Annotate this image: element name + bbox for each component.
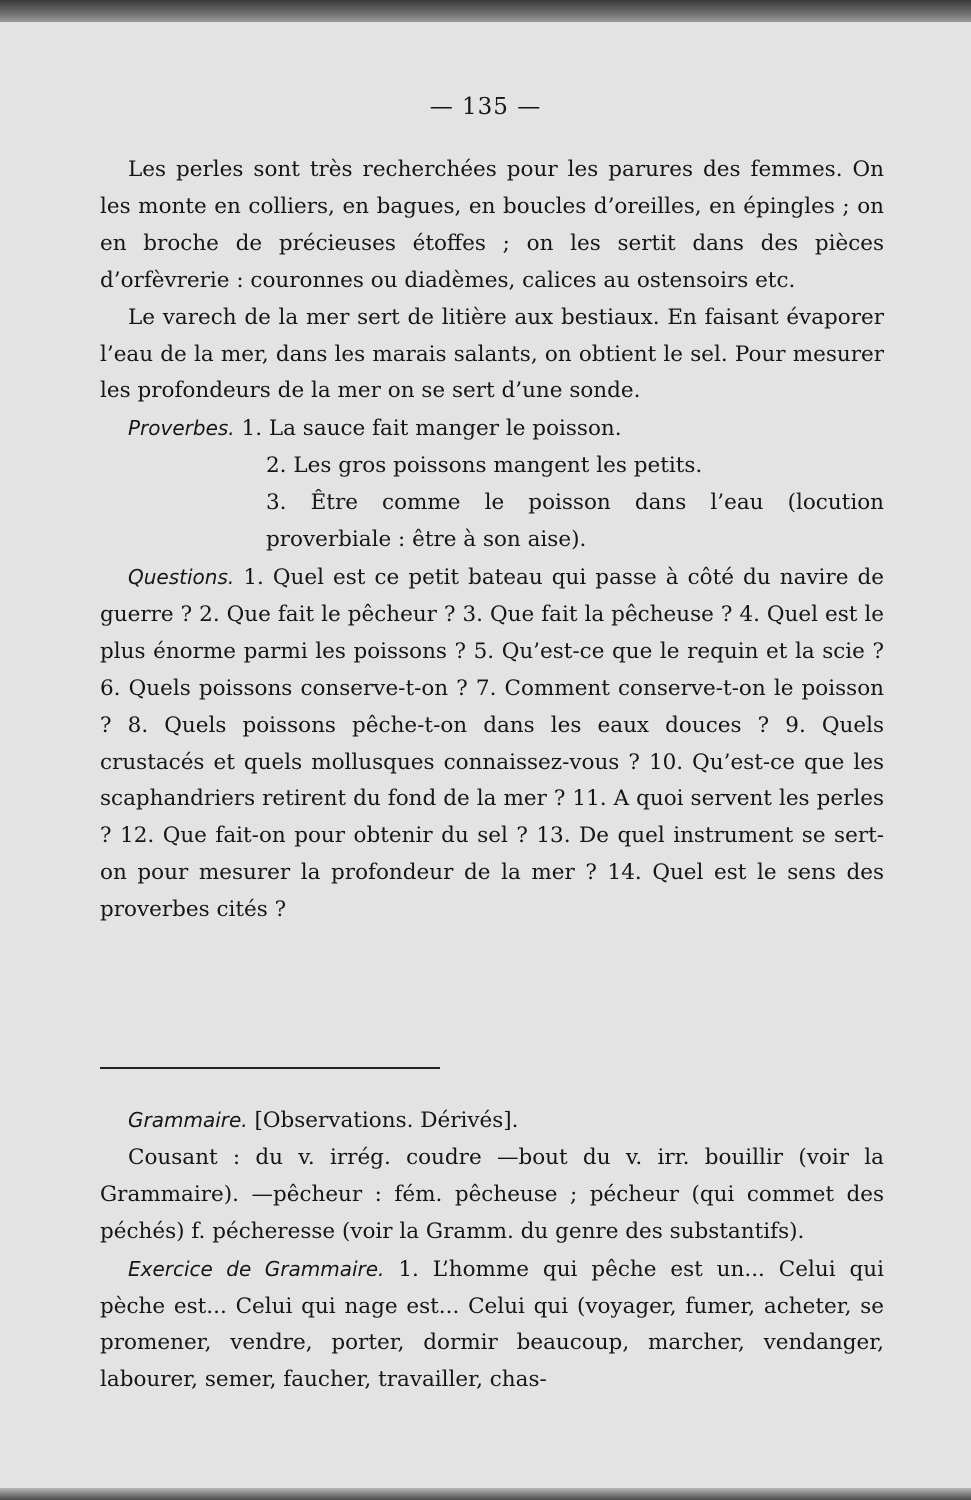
grammaire-heading [100,1102,884,1140]
questions-text: 1. Quel est ce petit bateau qui passe à côté du navire de guerre ? 2. Que fait le pêcheur ? 3. Que fait la pêcheuse ? 4. Quel est le plus énorme parmi les poissons ? 5. Qu’est-ce que le requin et la scie ? 6. Quels poissons conserve-t-on ? 7. Comment conserve-t-on le poisson ? 8. Quels poissons pêche-t-on dans les eaux douces ? 9. Quels crustacés et quels mollusques connaissez-vous ? 10. Qu’est-ce que les scaphandriers retirent du fond de la mer ? 11. A quoi servent les perles ? 12. Que fait-on pour obtenir du sel ? 13. De quel instrument se sert-on pour mesurer la profondeur de la mer ? 14. Quel est le sens des proverbes cités ? [100,564,884,923]
paragraph-varech: Le varech de la mer sert de litière aux bestiaux. En faisant évaporer l’eau de la mer, dans les marais salants, on obtient le sel. Pour mesurer les profondeurs de la mer on se sert d’une sonde. [100,304,884,404]
exercice-label: Exercice de Grammaire. [128,1256,385,1281]
book-bottom-edge [0,1488,971,1500]
book-top-edge [0,0,971,22]
paragraph-perles: Les perles sont très recherchées pour les parures des femmes. On les monte en colliers, en bagues, en boucles d’oreilles, en épingles ; on en broche de précieuses étoffes ; on les sertit dans des pièces d’orfèvrerie : couronnes ou diadèmes, calices au ostensoirs etc. [100,157,884,293]
grammaire-note: [Observations. Dérivés]. [254,1108,519,1133]
grammar-text [100,1102,884,1399]
exercice-paragraph [100,1251,884,1400]
page-number: — 135 — [429,94,542,120]
proverbes-label: Proverbes. [128,416,235,441]
grammaire-paragraph: Cousant : du v. irrég. coudre —bout du v. irr. bouillir (voir la Grammaire). —pêcheur : fém. pêcheuse ; pécheur (qui commet des péchés) f. pécheresse (voir la Gramm. du genre des substantifs). [100,1144,884,1244]
grammaire-label: Grammaire. [128,1108,248,1132]
exercice-text: 1. L’homme qui pêche est un... Celui qui pèche est... Celui qui nage est... Celui qui (voyager, fumer, acheter, se promener, vendre, porter, dormir beaucoup, marcher, vendanger, labourer, semer, faucher, travailler, chas- [100,1256,884,1393]
section-divider [100,1067,440,1069]
book-page [0,22,971,1488]
questions-label: Questions. [128,564,235,589]
questions-paragraph [100,559,884,929]
main-text [100,152,884,929]
proverbe-1 [100,410,884,448]
proverbe-2: 2. Les gros poissons mangent les petits. [266,453,703,479]
proverbe-1-text: 1. La sauce fait manger le poisson. [241,416,622,442]
proverbe-3: 3. Être comme le poisson dans l’eau (locution proverbiale : être à son aise). [266,490,884,553]
